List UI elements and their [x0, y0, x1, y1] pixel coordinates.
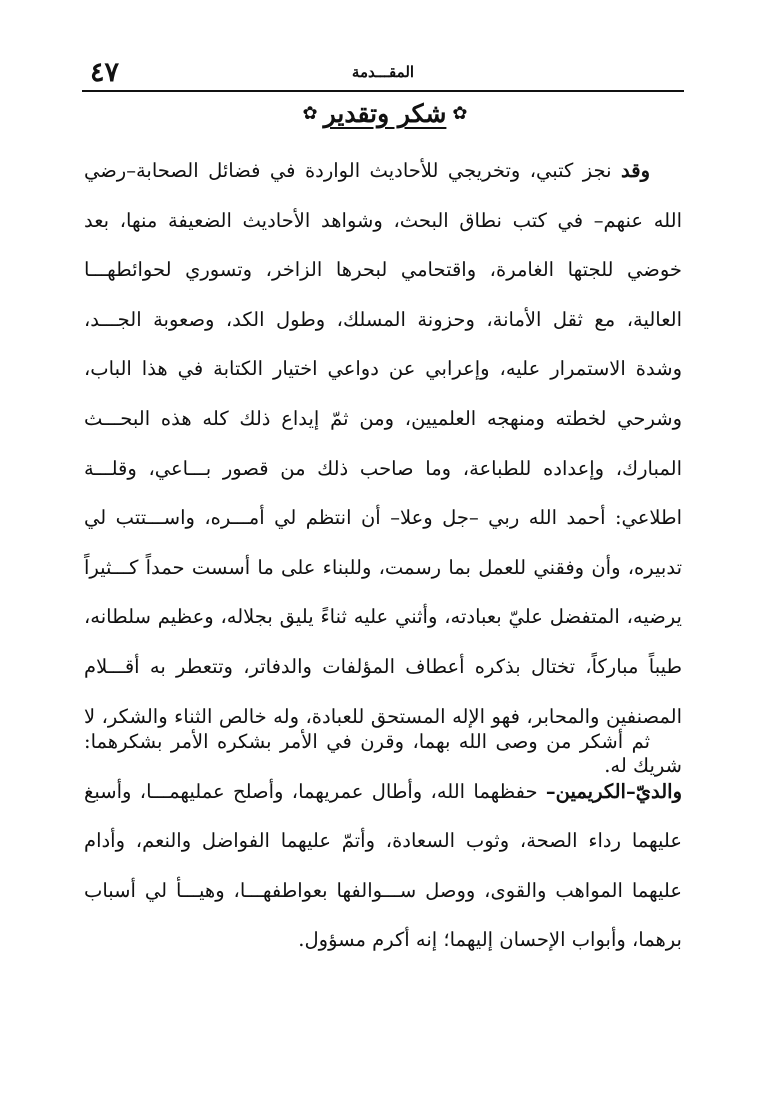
paragraph	[84, 717, 682, 965]
paragraph-text: ثم أشكر من وصى الله بهما، وقرن في الأمر بشكره الأمر بشكرهما:	[84, 730, 650, 753]
section-heading	[0, 99, 770, 128]
running-title: المقـــدمة	[351, 63, 415, 81]
paragraph-lead: وقد	[621, 159, 650, 182]
header-rule	[82, 90, 684, 92]
paragraph-text: حفظهما الله، وأطال عمريهما، وأصلح عمليهمـــا، وأسبغ عليهما رداء الصحة، وثوب السعادة، وأتمّ عليهما الفواضل والنعم، وأدام عليهما المواهب والقوى، ووصل ســـوالفها بعواطفهـــا، وهيـــأ لي أسباب برهما، وأبواب الإحسان إليهما؛ إنه أكرم مسؤول.	[84, 779, 682, 952]
ornament-icon: ✿	[452, 102, 468, 124]
section-title: شكر وتقدير	[323, 99, 447, 128]
paragraph-text: نجز كتبي، وتخريجي للأحاديث الواردة في فضائل الصحابة–رضي الله عنهم– في كتب نطاق البحث، وشواهد الأحاديث الضعيفة منها، بعد خوضي للجتها الغامرة، واقتحامي لبحرها الزاخر، وتسوري لحوائطهـــا العالية، مع ثقل الأمانة، وحزونة المسلك، وطول الكد، وصعوبة الجـــد، وشدة الاستمرار عليه، وإعرابي عن دواعي اختيار الكتابة في هذا الباب، وشرحي لخطته ومنهجه العلميين، ومن ثمّ إيداع ذلك كله هذه البحـــث المبارك، وإعداده للطباعة، وما صاحب ذلك من قصور بـــاعي، وقلـــة اطلاعي: أحمد الله ربي –جل وعلا– أن انتظم لي أمـــره، واســـتتب لي تدبيره، وأن وفقني للعمل بما رسمت، وللبناء على ما أسست حمداً كـــثيراً يرضيه، المتفضل عليّ بعبادته، وأثني عليه ثناءً يليق بجلاله، وعظيم سلطانه، طيباً مباركاً، تختال بذكره أعطاف المؤلفات والدفاتر، وتتعطر به أقـــلام المصنفين والمحابر، فهو الإله المستحق للعبادة، وله خالص الثناء والشكر، لا شريك له.	[84, 159, 682, 778]
page-number: ٤٧	[90, 57, 120, 88]
paragraph	[84, 146, 682, 791]
paragraph-bold-phrase: والديّ–الكريمين–	[545, 779, 682, 803]
running-header	[82, 55, 684, 91]
ornament-icon: ✿	[302, 102, 318, 124]
